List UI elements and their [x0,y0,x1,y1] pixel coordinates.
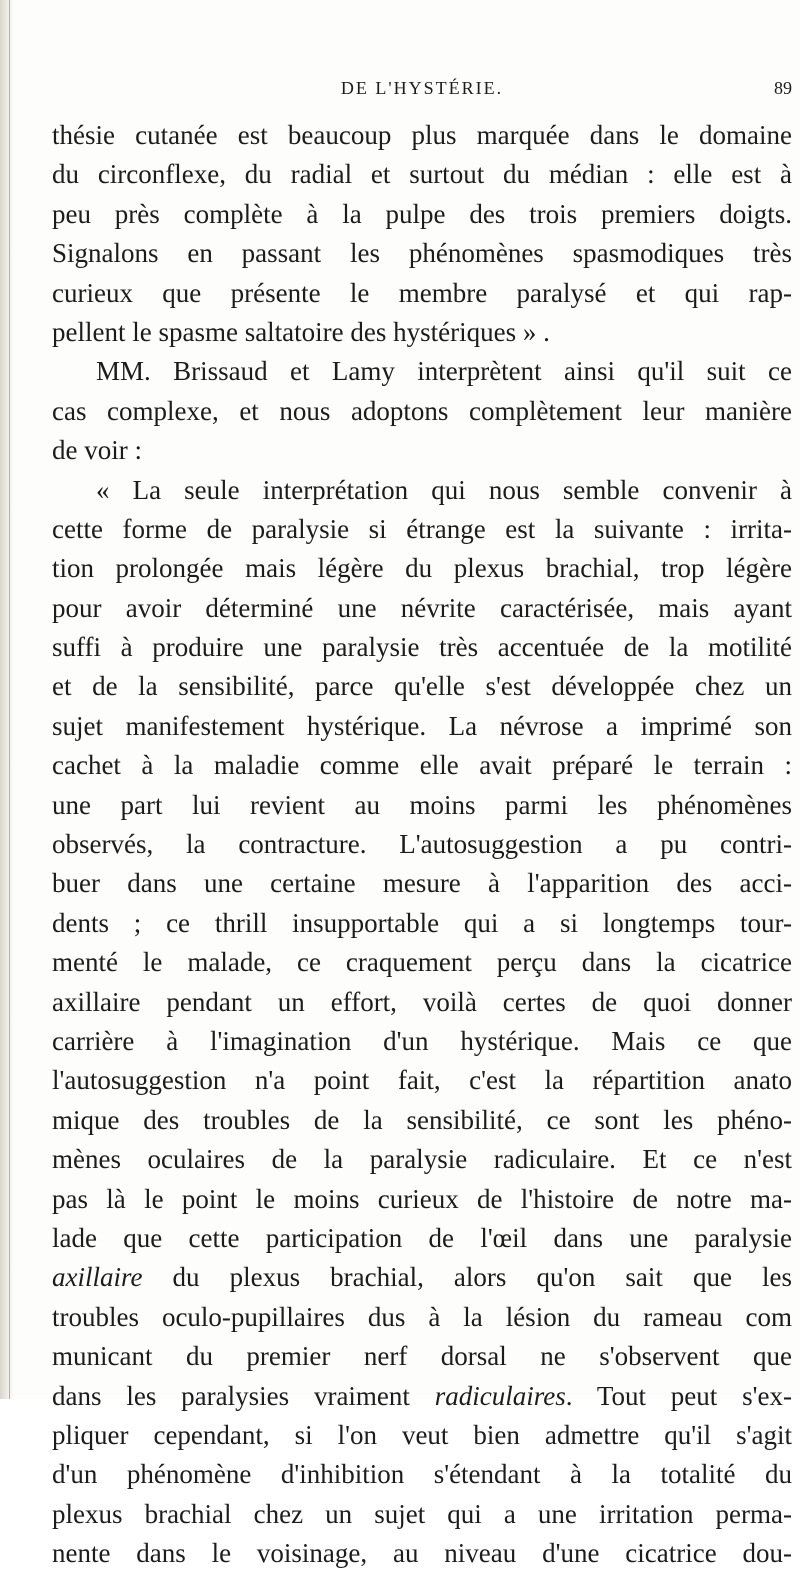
running-header [52,78,792,104]
text-line: tion prolongée mais légère du plexus brachial, trop légère [52,553,792,584]
text-line: curieux que présente le membre paralysé et qui rap- [52,277,792,308]
text-line: menté le malade, ce craquement perçu dans la cicatrice [52,947,792,978]
page-number: 89 [774,78,792,98]
text-line: pour avoir déterminé une névrite caractérisée, mais ayant [52,592,792,623]
text-line: et de la sensibilité, parce qu'elle s'est développée chez un [52,671,792,702]
text-line [52,1377,792,1416]
text-line: d'un phénomène d'inhibition s'étendant à la totalité du [52,1459,792,1490]
text-line: « La seule interprétation qui nous semble convenir à [96,474,792,505]
text-line: mènes oculaires de la paralysie radiculaire. Et ce n'est [52,1144,792,1175]
text-line: lade que cette participation de l'œil dans une paralysie [52,1222,792,1253]
text-line: l'autosuggestion n'a point fait, c'est la répartition anato [52,1065,792,1096]
text-line: sujet manifestement hystérique. La névrose a imprimé son [52,710,792,741]
body-text [52,116,792,1573]
text-run: dans les paralysies vraiment [52,1380,435,1411]
text-line: plexus brachial chez un sujet qui a une irritation perma- [52,1498,792,1529]
running-title: DE L'HYSTÉRIE. [340,78,504,98]
text-line: carrière à l'imagination d'un hystérique. Mais ce que [52,1025,792,1056]
text-line: cette forme de paralysie si étrange est la suivante : irrita- [52,513,792,544]
text-line: de voir : [52,435,142,466]
text-line: dents ; ce thrill insupportable qui a si longtemps tour- [52,907,792,938]
text-line: suffi à produire une paralysie très accentuée de la motilité [52,632,792,663]
text-line: une part lui revient au moins parmi les phénomènes [52,789,792,820]
text-line: mique des troubles de la sensibilité, ce sont les phéno- [52,1104,792,1135]
text-line: buer dans une certaine mesure à l'apparition des acci- [52,868,792,899]
text-line: pellent le spasme saltatoire des hystériques » . [52,316,550,347]
page-binding-line [9,0,10,1399]
text-run: du plexus brachial, alors qu'on sait que les [142,1262,792,1293]
text-line: du circonflexe, du radial et surtout du médian : elle est à [52,159,792,190]
text-line: municant du premier nerf dorsal ne s'observent que [52,1341,792,1372]
text-line: troubles oculo-pupillaires dus à la lésion du rameau com [52,1301,792,1332]
text-line: pas là le point le moins curieux de l'histoire de notre ma- [52,1183,792,1214]
text-line [52,1258,792,1297]
text-line: thésie cutanée est beaucoup plus marquée dans le domaine [52,120,792,150]
text-line: Signalons en passant les phénomènes spasmodiques très [52,238,792,269]
text-line: axillaire pendant un effort, voilà certes de quoi donner [52,986,792,1017]
italic-word: radiculaires [434,1380,566,1411]
text-line: cachet à la maladie comme elle avait préparé le terrain : [52,750,792,781]
text-line: cas complexe, et nous adoptons complètement leur manière [52,395,792,426]
text-line: pliquer cependant, si l'on veut bien admettre qu'il s'agit [52,1419,792,1450]
text-line: nente dans le voisinage, au niveau d'une cicatrice dou- [52,1538,792,1569]
text-line: peu près complète à la pulpe des trois premiers doigts. [52,198,792,229]
text-line: MM. Brissaud et Lamy interprètent ainsi qu'il suit ce [96,356,792,387]
italic-word: axillaire [52,1262,143,1293]
text-line: observés, la contracture. L'autosuggestion a pu contri- [52,829,792,860]
page-binding-edge [0,0,14,1399]
text-run: . Tout peut s'ex- [565,1380,792,1411]
